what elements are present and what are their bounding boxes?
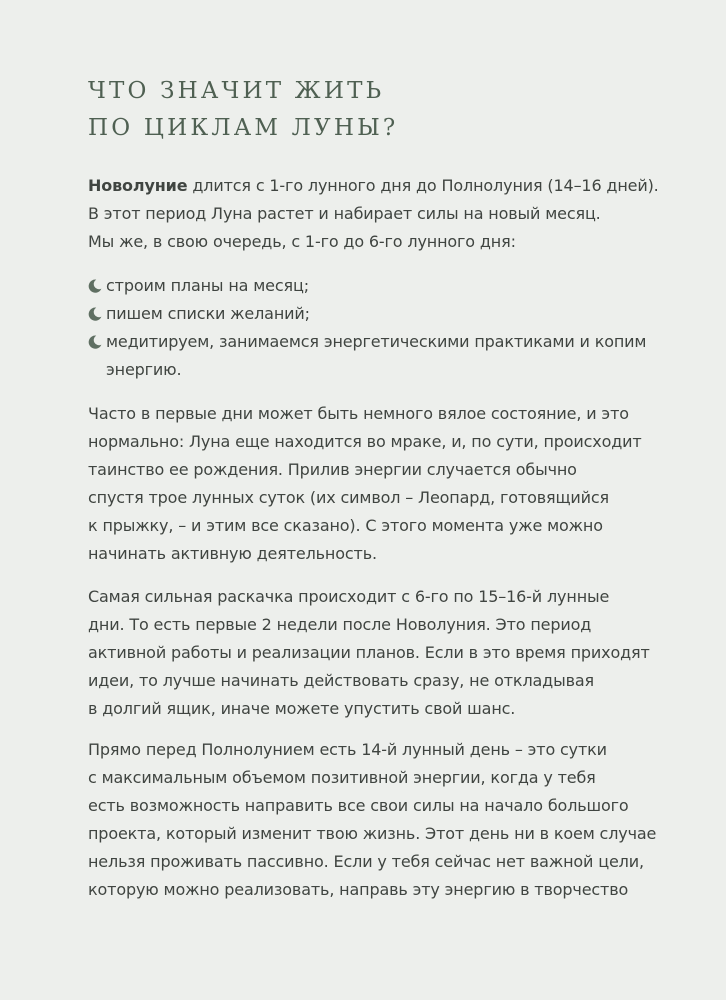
heading-line: ПО ЦИКЛАМ ЛУНЫ? [88, 115, 399, 141]
paragraph-2 [88, 400, 688, 568]
paragraph-line: проекта, который изменит твою жизнь. Этот день ни в коем случае [88, 824, 657, 843]
paragraph-line: нормально: Луна еще находится во мраке, и, по сути, происходит [88, 432, 642, 451]
paragraph-line: нельзя проживать пассивно. Если у тебя сейчас нет важной цели, [88, 852, 644, 871]
paragraph-line: спустя трое лунных суток (их символ – Леопард, готовящийся [88, 488, 610, 507]
intro-paragraph [88, 172, 688, 256]
list-item [88, 300, 688, 328]
paragraph-line: с максимальным объемом позитивной энергии, когда у тебя [88, 768, 596, 787]
paragraph-line: таинство ее рождения. Прилив энергии случается обычно [88, 460, 577, 479]
paragraph-line: которую можно реализовать, направь эту энергию в творчество [88, 880, 629, 899]
paragraph-line: идеи, то лучше начинать действовать сразу, не откладывая [88, 671, 594, 690]
paragraph-line: Самая сильная раскачка происходит с 6-го по 15–16-й лунные [88, 587, 610, 606]
paragraph-4 [88, 736, 688, 904]
crescent-moon-icon [88, 279, 102, 293]
list-item [88, 328, 688, 384]
paragraph-line: начинать активную деятельность. [88, 544, 377, 563]
list-item-text: медитируем, занимаемся энергетическими практиками и копим [106, 332, 647, 351]
intro-line [88, 172, 688, 200]
paragraph-line: дни. То есть первые 2 недели после Новолуния. Это период [88, 615, 592, 634]
paragraph-line: Часто в первые дни может быть немного вялое состояние, и это [88, 404, 629, 423]
bullet-list-container [88, 272, 688, 384]
paragraph-line: Прямо перед Полнолунием есть 14-й лунный день – это сутки [88, 740, 607, 759]
list-item-text: энергию. [106, 360, 182, 379]
paragraph-3 [88, 583, 688, 723]
term-new-moon: Новолуние [88, 176, 188, 195]
list-item-text: пишем списки желаний; [106, 304, 310, 323]
paragraph-line: в долгий ящик, иначе можете упустить свой шанс. [88, 699, 516, 718]
intro-line: В этот период Луна растет и набирает силы на новый месяц. [88, 204, 601, 223]
bullet-list [88, 272, 688, 384]
intro-line: Мы же, в свою очередь, с 1-го до 6-го лунного дня: [88, 232, 516, 251]
crescent-moon-icon [88, 335, 102, 349]
intro-line-text: длится с 1-го лунного дня до Полнолуния (14–16 дней). [187, 176, 659, 195]
paragraph-line: есть возможность направить все свои силы на начало большого [88, 796, 629, 815]
paragraph-line: к прыжку, – и этим все сказано). С этого момента уже можно [88, 516, 603, 535]
list-item-text: строим планы на месяц; [106, 276, 309, 295]
crescent-moon-icon [88, 307, 102, 321]
list-item [88, 272, 688, 300]
section-heading [88, 73, 398, 147]
paragraph-line: активной работы и реализации планов. Если в это время приходят [88, 643, 650, 662]
heading-line: ЧТО ЗНАЧИТ ЖИТЬ [88, 78, 385, 104]
